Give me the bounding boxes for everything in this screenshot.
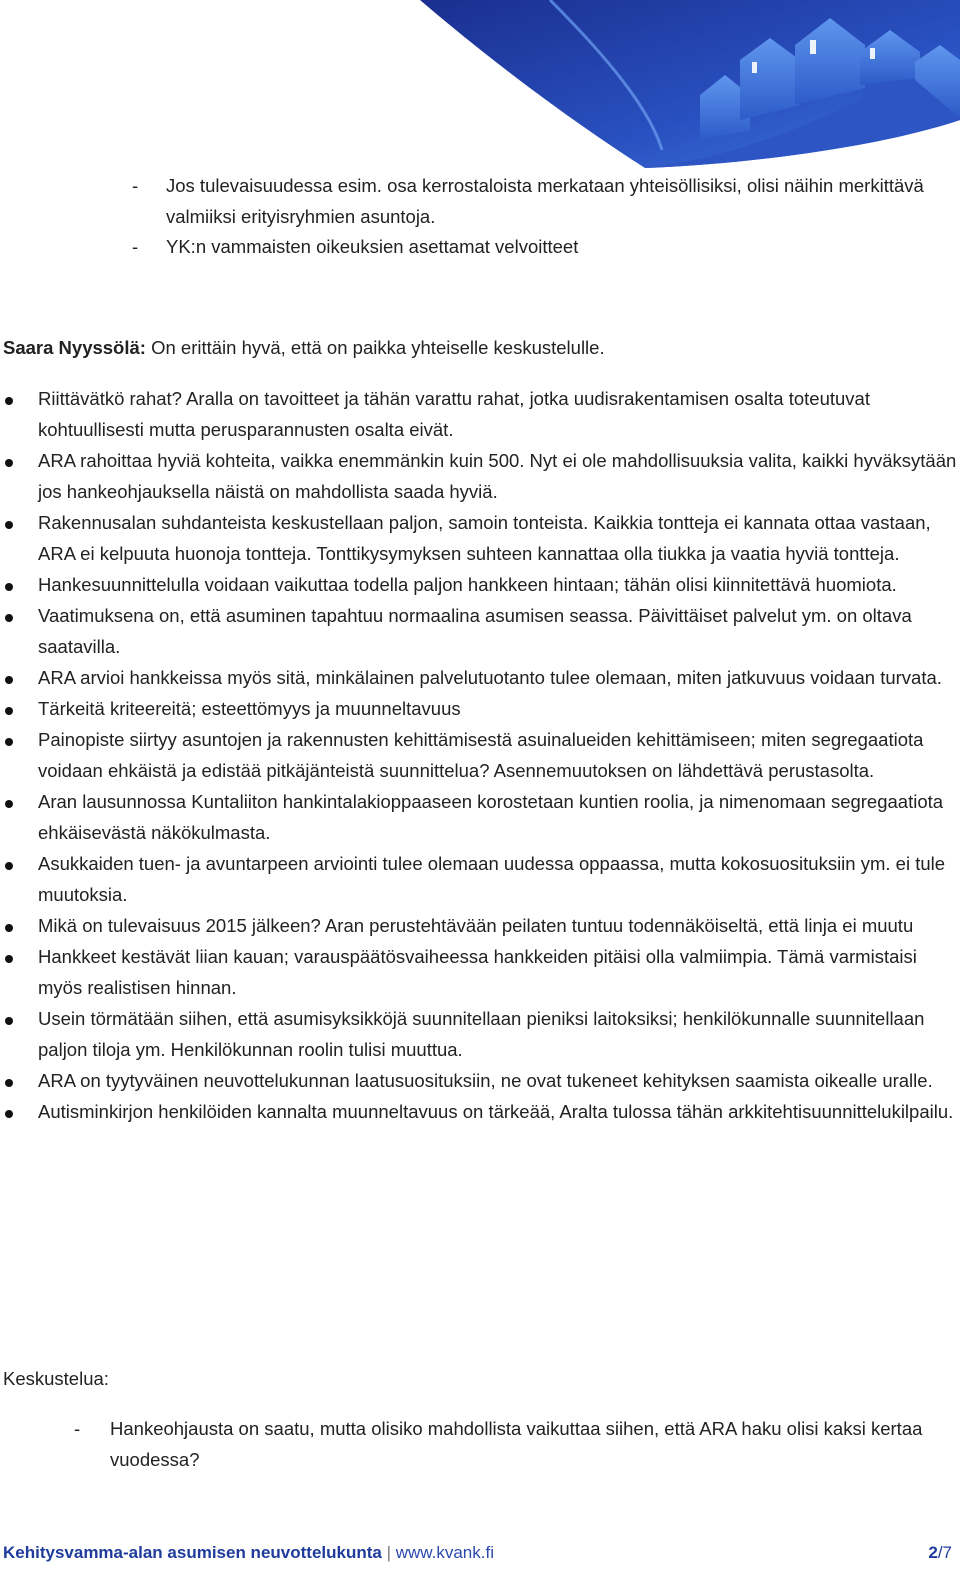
list-item: ARA on tyytyväinen neuvottelukunnan laatusuosituksiin, ne ovat tukeneet kehityksen saamista oikealle uralle. <box>0 1066 958 1097</box>
speaker-text: On erittäin hyvä, että on paikka yhteiselle keskustelulle. <box>151 337 605 358</box>
bullet-icon <box>5 1110 13 1118</box>
list-item: Hankesuunnittelulla voidaan vaikuttaa todella paljon hankkeen hintaan; tähän olisi kiinnitettävä huomiota. <box>0 570 958 601</box>
footer-separator: | <box>386 1543 391 1562</box>
list-item: Riittävätkö rahat? Aralla on tavoitteet ja tähän varattu rahat, jotka uudisrakentamisen osalta toteutuvat kohtuullisesti mutta perusparannusten osalta eivät. <box>0 384 958 446</box>
list-item: Rakennusalan suhdanteista keskustellaan paljon, samoin tonteista. Kaikkia tontteja ei kannata ottaa vastaan, ARA ei kelpuuta huonoja tontteja. Tonttikysymyksen suhteen kannattaa olla tiukka ja vaatia hyviä tontteja. <box>0 508 958 570</box>
bullet-icon <box>5 738 13 746</box>
bullet-icon <box>5 459 13 467</box>
bullet-icon <box>5 800 13 808</box>
bullet-icon <box>5 924 13 932</box>
discussion-heading: Keskustelua: <box>3 1368 109 1389</box>
list-item: Painopiste siirtyy asuntojen ja rakennusten kehittämisestä asuinalueiden kehittämiseen; miten segregaatiota voidaan ehkäistä ja edistää pitkäjänteistä suunnittelua? Asennemuutoksen on lähdettävä perustasolta. <box>0 725 958 787</box>
speaker-paragraph <box>3 333 605 363</box>
list-item: - Hankeohjausta on saatu, mutta olisiko mahdollista vaikuttaa siihen, että ARA haku olisi kaksi kertaa vuodessa? <box>74 1418 923 1470</box>
list-item: Vaatimuksena on, että asuminen tapahtuu normaalina asumisen seassa. Päivittäiset palvelut ym. on oltava saatavilla. <box>0 601 958 663</box>
discussion-dash-list <box>72 1414 932 1475</box>
bullet-icon <box>5 1079 13 1087</box>
list-item: ARA arvioi hankkeissa myös sitä, minkälainen palvelutuotanto tulee olemaan, miten jatkuvuus voidaan turvata. <box>0 663 958 694</box>
bullet-icon <box>5 614 13 622</box>
header-logo-graphic <box>400 0 960 170</box>
bullet-icon <box>5 1017 13 1025</box>
footer-organization: Kehitysvamma-alan asumisen neuvottelukunta <box>3 1543 382 1562</box>
page-number: 2/7 <box>928 1543 952 1562</box>
page-footer <box>3 1540 952 1566</box>
top-dash-list <box>128 171 928 263</box>
bullet-icon <box>5 862 13 870</box>
list-item: Hankkeet kestävät liian kauan; varauspäätösvaiheessa hankkeiden pitäisi olla valmiimpia. Tämä varmistaisi myös realistisen hinnan. <box>0 942 958 1004</box>
bullet-icon <box>5 397 13 405</box>
list-item: Tärkeitä kriteereitä; esteettömyys ja muunneltavuus <box>0 694 958 725</box>
bullet-icon <box>5 707 13 715</box>
bullet-icon <box>5 583 13 591</box>
list-item: Asukkaiden tuen- ja avuntarpeen arviointi tulee olemaan uudessa oppaassa, mutta kokosuosituksiin ym. ei tule muutoksia. <box>0 849 958 911</box>
speaker-name: Saara Nyyssölä: <box>3 337 146 358</box>
list-item: - Jos tulevaisuudessa esim. osa kerrostaloista merkataan yhteisöllisiksi, olisi näihin merkittävä valmiiksi erityisryhmien asuntoja. <box>132 175 924 227</box>
bullet-list <box>0 384 958 1129</box>
list-item: ARA rahoittaa hyviä kohteita, vaikka enemmänkin kuin 500. Nyt ei ole mahdollisuuksia valita, kaikki hyväksytään jos hankeohjauksella näistä on mahdollista saada hyviä. <box>0 446 958 508</box>
list-item: Mikä on tulevaisuus 2015 jälkeen? Aran perustehtävään peilaten tuntuu todennäköiseltä, että linja ei muutu <box>0 911 958 942</box>
bullet-icon <box>5 676 13 684</box>
list-item: Usein törmätään siihen, että asumisyksikköjä suunnitellaan pieniksi laitoksiksi; henkilökunnalle suunnitellaan paljon tiloja ym. Henkilökunnan roolin tulisi muuttua. <box>0 1004 958 1066</box>
footer-url[interactable]: www.kvank.fi <box>395 1543 494 1562</box>
list-item: Autisminkirjon henkilöiden kannalta muunneltavuus on tärkeää, Aralta tulossa tähän arkkitehtisuunnittelukilpailu. <box>0 1097 958 1128</box>
bullet-icon <box>5 521 13 529</box>
list-item: Aran lausunnossa Kuntaliiton hankintalakioppaaseen korostetaan kuntien roolia, ja nimenomaan segregaatiota ehkäisevästä näkökulmasta. <box>0 787 958 849</box>
list-item: - YK:n vammaisten oikeuksien asettamat velvoitteet <box>132 236 579 257</box>
bullet-icon <box>5 955 13 963</box>
